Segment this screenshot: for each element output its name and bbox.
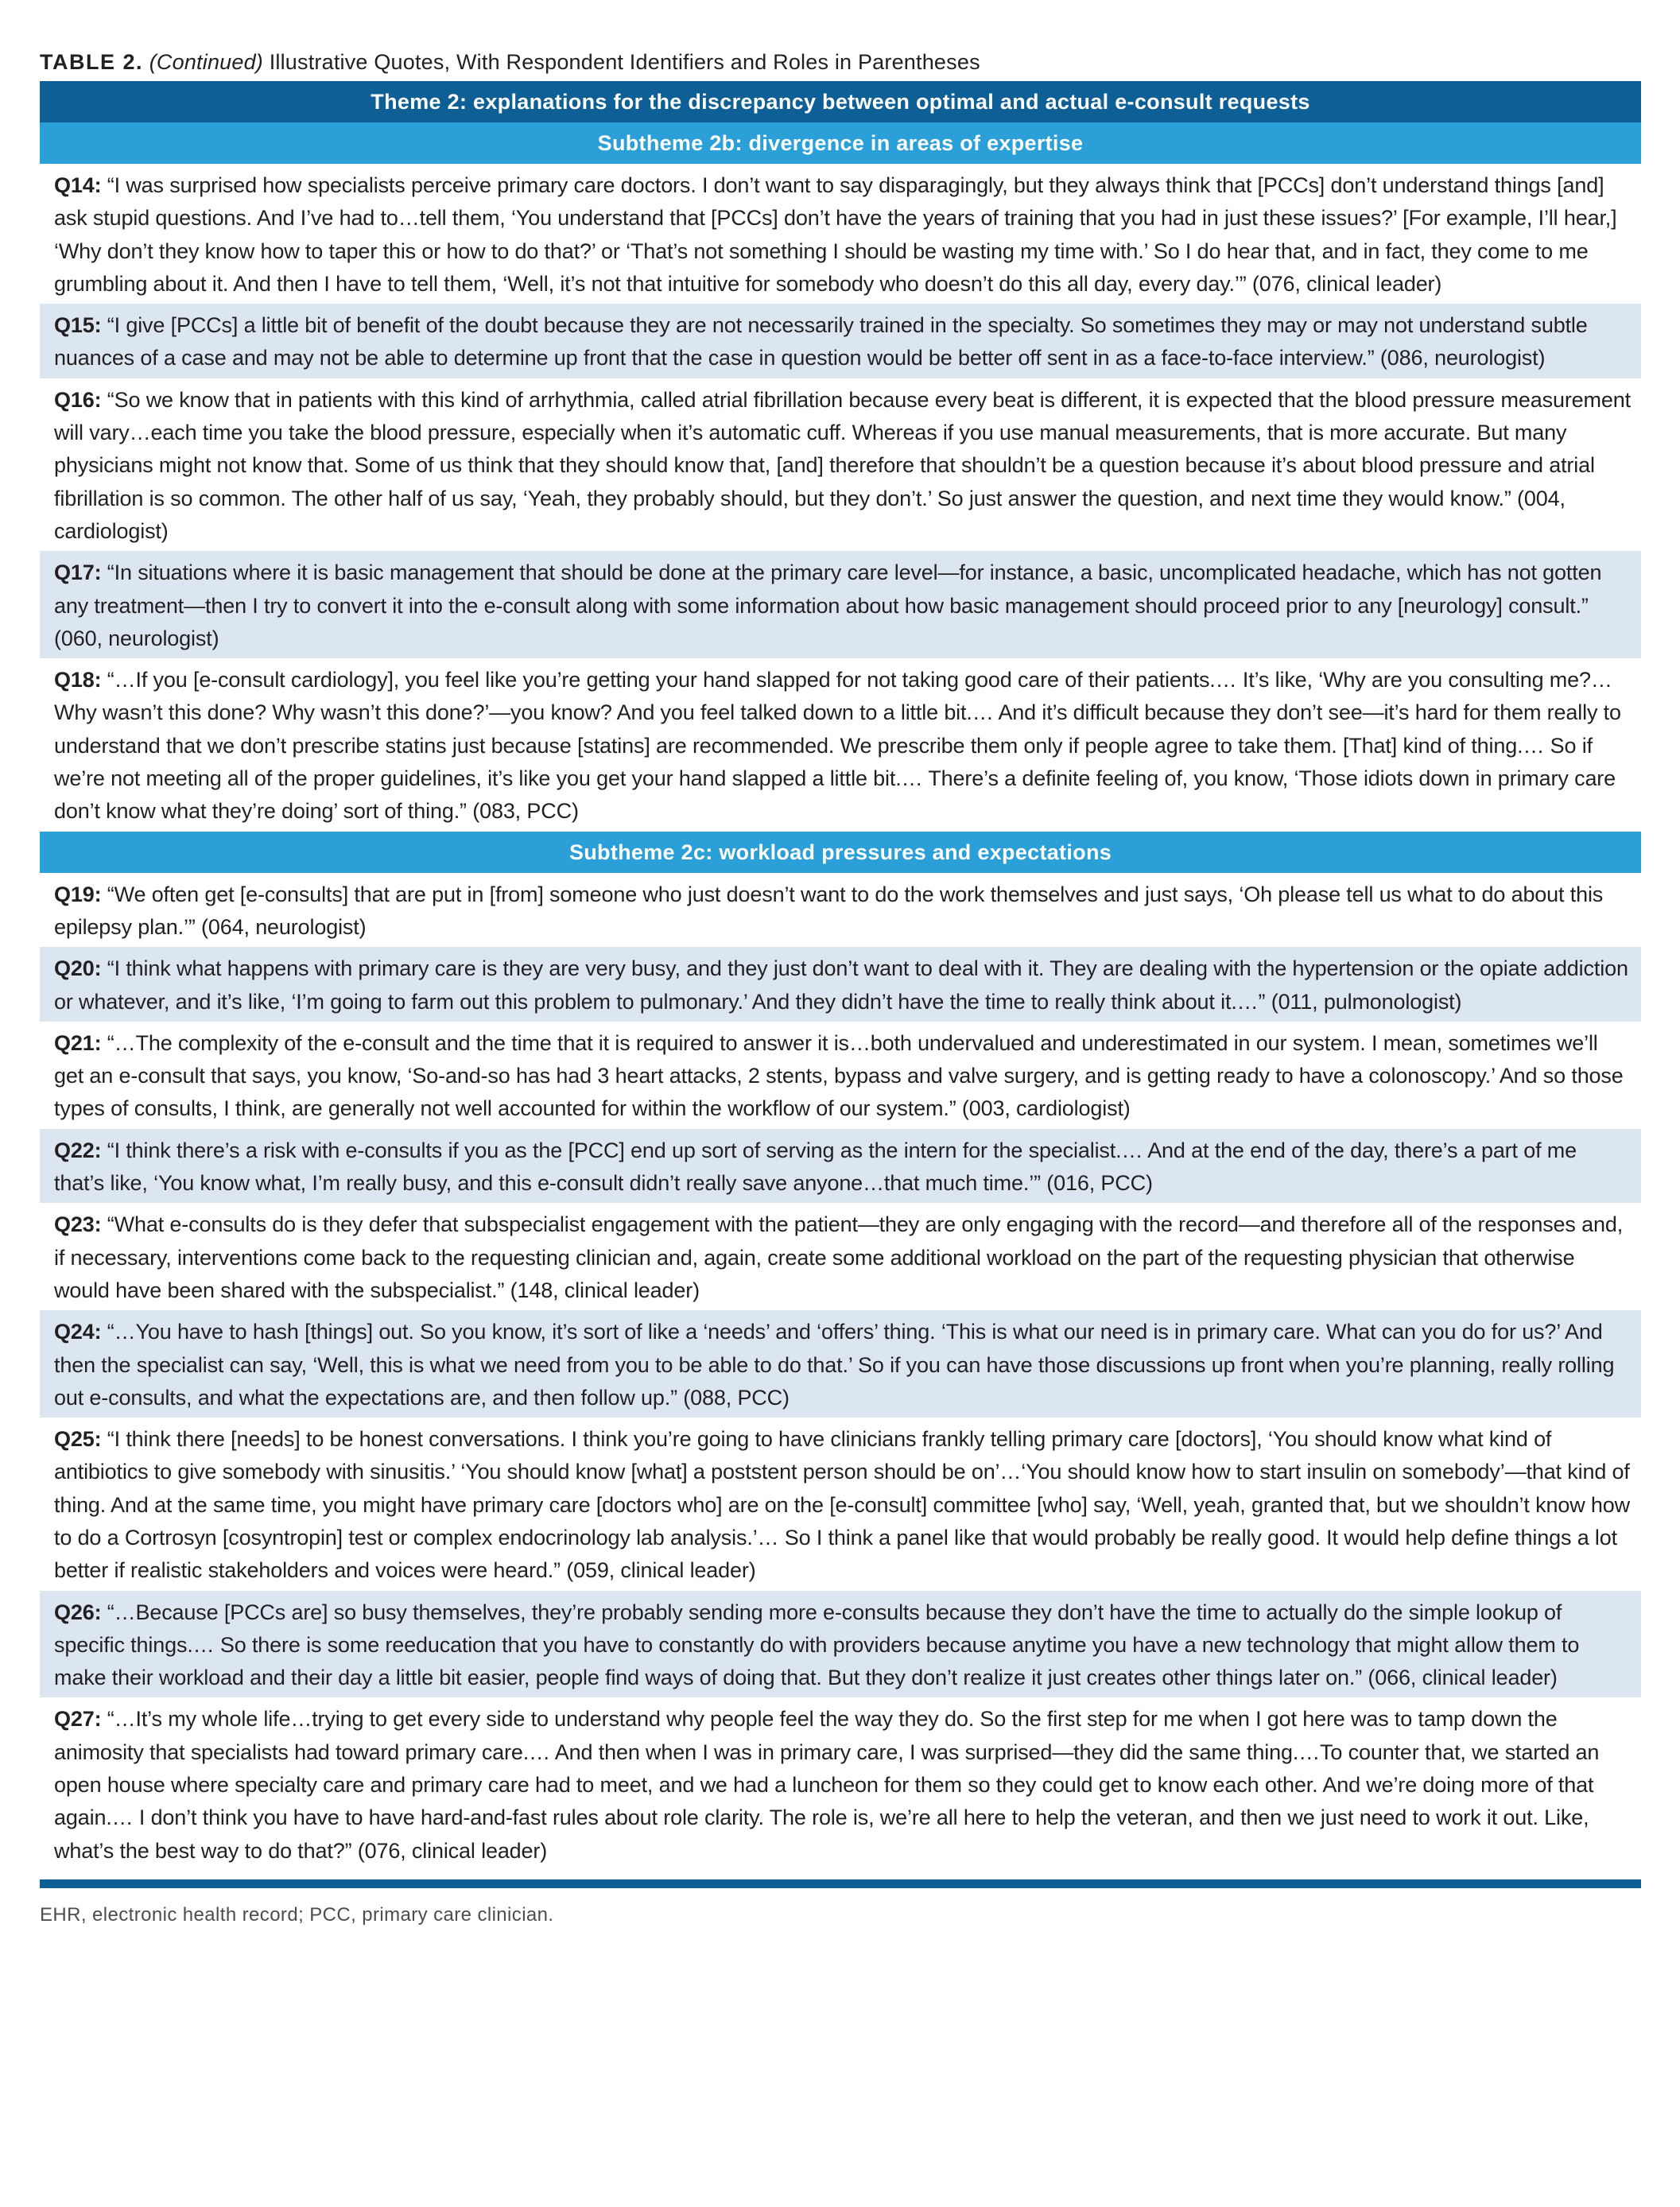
subtheme-header: Subtheme 2c: workload pressures and expectations (40, 832, 1641, 873)
quote-id: Q18: (54, 668, 102, 692)
theme-header: Theme 2: explanations for the discrepancy between optimal and actual e-consult requests (40, 81, 1641, 122)
quote-row (40, 947, 1641, 1022)
quote-id: Q25: (54, 1427, 102, 1452)
quote-id: Q14: (54, 173, 102, 197)
quote-id: Q27: (54, 1707, 102, 1732)
quote-id: Q22: (54, 1138, 102, 1162)
quote-id: Q17: (54, 560, 102, 585)
table-body (40, 122, 1641, 1871)
quote-row (40, 378, 1641, 551)
quote-text: “…Because [PCCs are] so busy themselves, they’re probably sending more e-consults because they don’t have the time to actually do the simple lookup of specific things.… So there is some reeducation that you have to constantly do with providers because anytime you have a new technology that might allow them to make their workload and their day a little bit easier, people find ways of doing that. But they don’t realize it just creates other things later on.” (066, clinical leader) (54, 1600, 1580, 1690)
quote-row (40, 304, 1641, 378)
quote-row (40, 1310, 1641, 1418)
quote-row (40, 1418, 1641, 1590)
quote-text: “I think there [needs] to be honest conversations. I think you’re going to have clinicians frankly telling primary care [doctors], ‘You should know what kind of antibiotics to give somebody with sinusitis.’ ‘You should know [what] a poststent person should be on’…‘You should know how to start insulin on somebody’—that kind of thing. And at the same time, you might have primary care [doctors who] are on the [e-consult] committee [who] say, ‘Well, yeah, granted that, but we shouldn’t know how to do a Cortrosyn [cosyntropin] test or complex endocrinology lab analysis.’… So I think a panel like that would probably be really good. It would help define things a lot better if realistic stakeholders and voices were heard.” (059, clinical leader) (54, 1427, 1630, 1583)
quote-row (40, 1203, 1641, 1310)
quote-row (40, 1697, 1641, 1870)
quote-id: Q20: (54, 956, 102, 981)
quote-text: “…The complexity of the e-consult and the time that it is required to answer it is…both undervalued and underestimated in our system. I mean, sometimes we’ll get an e-consult that says, you know, ‘So-and-so has had 3 heart attacks, 2 stents, bypass and valve surgery, and is getting ready to have a colonoscopy.’ And so those types of consults, I think, are generally not well accounted for within the workflow of our system.” (003, cardiologist) (54, 1030, 1624, 1121)
subtheme-header: Subtheme 2b: divergence in areas of expertise (40, 122, 1641, 164)
table-caption (40, 46, 1641, 81)
quote-text: “In situations where it is basic management that should be done at the primary care level—for instance, a basic, uncomplicated headache, which has not gotten any treatment—then I try to convert it into the e-consult along with some information about how basic management should proceed prior to any [neurology] consult.” (060, neurologist) (54, 560, 1602, 650)
quote-text: “I think there’s a risk with e-consults if you as the [PCC] end up sort of serving as the intern for the specialist.… And at the end of the day, there’s a part of me that’s like, ‘You know what, I’m really busy, and this e-consult didn’t really save anyone…that much time.’” (016, PCC) (54, 1138, 1577, 1196)
table-caption-text: Illustrative Quotes, With Respondent Identifiers and Roles in Parentheses (263, 50, 980, 74)
quote-id: Q26: (54, 1600, 102, 1624)
continued-label: (Continued) (149, 50, 263, 74)
quote-id: Q24: (54, 1320, 102, 1344)
quote-text: “We often get [e-consults] that are put in [from] someone who just doesn’t want to do the work themselves and just says, ‘Oh please tell us what to do about this epilepsy plan.’” (064, neurologist) (54, 882, 1604, 939)
quote-text: “What e-consults do is they defer that subspecialist engagement with the patient—they are only engaging with the record—and therefore all of the responses and, if necessary, interventions come back to the requesting clinician and, again, create some additional workload on the part of the requesting physician that otherwise would have been shared with the subspecialist.” (148, clinical leader) (54, 1212, 1624, 1302)
quote-row (40, 1022, 1641, 1129)
quote-row (40, 873, 1641, 948)
quote-id: Q15: (54, 313, 102, 338)
quote-text: “I give [PCCs] a little bit of benefit of the doubt because they are not necessarily trained in the specialty. So sometimes they may or may not understand subtle nuances of a case and may not be able to determine up front that the case in question would be better off sent in as a face-to-face interview.” (086, neurologist) (54, 313, 1588, 370)
table-page (40, 46, 1641, 1928)
table-label: TABLE 2. (40, 50, 144, 74)
quote-text: “…It’s my whole life…trying to get every side to understand why people feel the way they do. So the first step for me when I got here was to tamp down the animosity that specialists had toward primary care.… And then when I was in primary care, I was surprised—they did the same thing.…To counter that, we started an open house where specialty care and primary care had to meet, and we had a luncheon for them so they could get to know each other. And we’re doing more of that again.… I don’t think you have to have hard-and-fast rules about role clarity. The role is, we’re all here to help the veteran, and then we just need to work it out. Like, what’s the best way to do that?” (076, clinical leader) (54, 1707, 1600, 1863)
quote-row (40, 1591, 1641, 1698)
quote-id: Q19: (54, 882, 102, 906)
table-footnote: EHR, electronic health record; PCC, primary care clinician. (40, 1903, 554, 1926)
quote-text: “I think what happens with primary care is they are very busy, and they just don’t want to deal with it. They are dealing with the hypertension or the opiate addiction or whatever, and it’s like, ‘I’m going to farm out this problem to pulmonary.’ And they didn’t have the time to really think about it.…” (011, pulmonologist) (54, 956, 1628, 1014)
quote-text: “…If you [e-consult cardiology], you feel like you’re getting your hand slapped for not taking good care of their patients.… It’s like, ‘Why are you consulting me?…Why wasn’t this done? Why wasn’t this done?’—you know? And you feel talked down to a little bit.… And it’s difficult because they don’t see—it’s hard for them really to understand that we don’t prescribe statins just because [statins] are recommended. We prescribe them only if people agree to take them. [That] kind of thing.… So if we’re not meeting all of the proper guidelines, it’s like you get your hand slapped a little bit.… There’s a definite feeling of, you know, ‘Those idiots down in primary care don’t know what they’re doing’ sort of thing.” (083, PCC) (54, 668, 1621, 824)
quote-text: “…You have to hash [things] out. So you know, it’s sort of like a ‘needs’ and ‘offers’ thing. ‘This is what our need is in primary care. What can you do for us?’ And then the specialist can say, ‘Well, this is what we need from you to be able to do that.’ So if you can have those discussions up front when you’re planning, really rolling out e-consults, and what the expectations are, and then follow up.” (088, PCC) (54, 1320, 1615, 1410)
quote-id: Q21: (54, 1030, 102, 1055)
quote-row (40, 164, 1641, 304)
quote-row (40, 658, 1641, 831)
quote-text: “So we know that in patients with this kind of arrhythmia, called atrial fibrillation because every beat is different, it is expected that the blood pressure measurement will vary…each time you take the blood pressure, especially when it’s automatic cuff. Whereas if you use manual measurements, that is more accurate. But many physicians might not know that. Some of us think that they should know that, [and] therefore that shouldn’t be a question because it’s about blood pressure and atrial fibrillation is so common. The other half of us say, ‘Yeah, they probably should, but they don’t.’ So just answer the question, and next time they would know.” (004, cardiologist) (54, 387, 1631, 543)
table-bottom-rule (40, 1879, 1641, 1888)
quote-id: Q23: (54, 1212, 102, 1237)
quote-text: “I was surprised how specialists perceive primary care doctors. I don’t want to say disparagingly, but they always think that [PCCs] don’t understand things [and] ask stupid questions. And I’ve had to…tell them, ‘You understand that [PCCs] don’t have the years of training that you had in just these issues?’ [For example, I’ll hear,] ‘Why don’t they know how to taper this or how to do that?’ or ‘That’s not something I should be wasting my time with.’ So I do hear that, and in fact, they come to me grumbling about it. And then I have to tell them, ‘Well, it’s not that intuitive for somebody who doesn’t do this all day, every day.’” (076, clinical leader) (54, 173, 1617, 296)
quote-row (40, 551, 1641, 658)
quote-id: Q16: (54, 387, 102, 412)
quote-row (40, 1129, 1641, 1204)
